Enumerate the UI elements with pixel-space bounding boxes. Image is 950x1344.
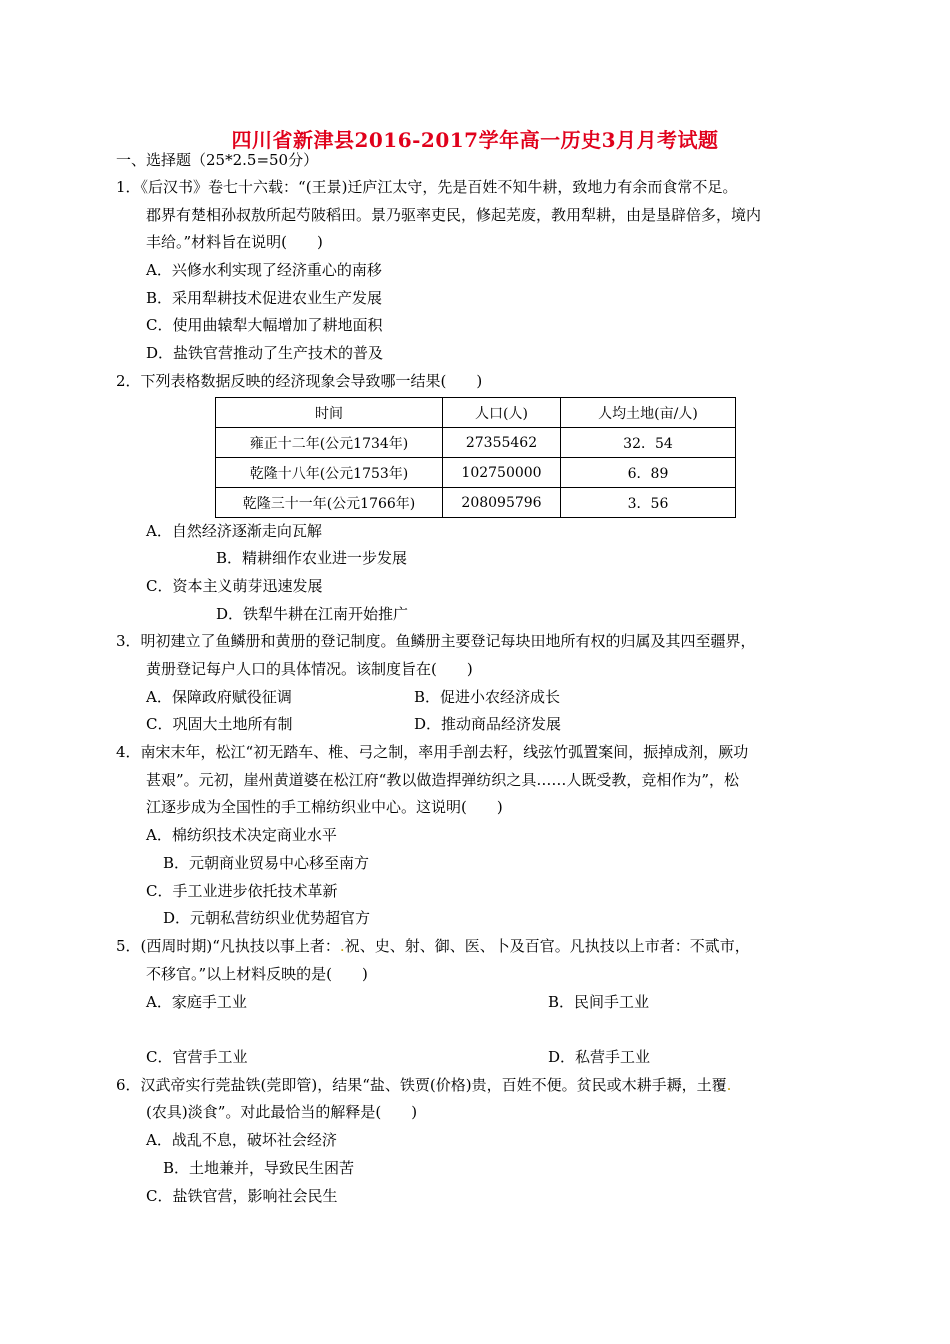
q5-stem-line-1 — [116, 936, 750, 956]
q5-stem-line-2: 不移官。”以上材料反映的是( ) — [146, 965, 368, 983]
q6-option-b: B．土地兼并，导致民生困苦 — [163, 1159, 355, 1177]
q6-option-a: A．战乱不息，破坏社会经济 — [146, 1131, 337, 1149]
q1-stem-line-3: 丰给。”材料旨在说明( ) — [146, 233, 323, 251]
table-header-row — [216, 398, 736, 428]
table-cell: 乾隆三十一年(公元1766年) — [216, 488, 443, 518]
q1-option-b: B．采用犁耕技术促进农业生产发展 — [146, 289, 383, 307]
table-row — [216, 428, 736, 458]
q5-stem-part-2: 祝、史、射、御、医、卜及百官。凡执技以上市者：不贰市， — [344, 937, 750, 955]
table-cell: 27355462 — [443, 428, 561, 458]
mark-dot-icon: . — [726, 1076, 732, 1094]
q1-option-d: D．盐铁官营推动了生产技术的普及 — [146, 344, 384, 362]
q5-option-d: D．私营手工业 — [548, 1048, 651, 1066]
table-cell: 32．54 — [561, 428, 736, 458]
q1-option-a: A．兴修水利实现了经济重心的南移 — [146, 261, 382, 279]
q6-stem-line-1 — [116, 1075, 731, 1095]
q4-option-c: C．手工业进步依托技术革新 — [146, 882, 338, 900]
q2-stem: 2．下列表格数据反映的经济现象会导致哪一结果( ) — [116, 372, 483, 390]
q6-option-c: C．盐铁官营，影响社会民生 — [146, 1187, 338, 1205]
table-cell: 6．89 — [561, 458, 736, 488]
table-row — [216, 458, 736, 488]
q3-option-b: B．促进小农经济成长 — [414, 688, 561, 706]
page-title: 四川省新津县2016-2017学年高一历史3月月考试题 — [231, 128, 719, 152]
q5-stem-part-1: 5．(西周时期)“凡执技以事上者： — [116, 937, 340, 955]
q2-option-d: D．铁犁牛耕在江南开始推广 — [216, 605, 409, 623]
q4-stem-line-3: 江逐步成为全国性的手工棉纺织业中心。这说明( ) — [146, 798, 503, 816]
q3-stem-line-1: 3．明初建立了鱼鳞册和黄册的登记制度。鱼鳞册主要登记每块田地所有权的归属及其四至疆界， — [116, 632, 756, 650]
q4-stem-line-2: 甚艰”。元初，崖州黄道婆在松江府“教以做造捍弹纺织之具……人既受教，竞相作为”，松 — [146, 771, 740, 789]
q2-option-b: B．精耕细作农业进一步发展 — [216, 549, 408, 567]
q2-option-a: A．自然经济逐渐走向瓦解 — [146, 522, 322, 540]
q1-option-c: C．使用曲辕犁大幅增加了耕地面积 — [146, 316, 383, 334]
q4-option-d: D．元朝私营纺织业优势超官方 — [163, 909, 371, 927]
q1-stem-line-1: 1．《后汉书》卷七十六载：“(王景)迁庐江太守，先是百姓不知牛耕，致地力有余而食常不足。 — [116, 178, 738, 196]
table-cell: 208095796 — [443, 488, 561, 518]
q3-option-d: D．推动商品经济发展 — [414, 715, 562, 733]
table-cell: 乾隆十八年(公元1753年) — [216, 458, 443, 488]
q1-stem-line-2: 郡界有楚相孙叔敖所起芍陂稻田。景乃驱率吏民，修起芜废，教用犁耕，由是垦辟倍多，境内 — [146, 206, 762, 224]
table-cell: 102750000 — [443, 458, 561, 488]
q6-stem-part-1: 6．汉武帝实行莞盐铁(莞即管)，结果“盐、铁贾(价格 — [116, 1076, 466, 1094]
q5-option-c: C．官营手工业 — [146, 1048, 248, 1066]
q5-option-b: B．民间手工业 — [548, 993, 650, 1011]
table-cell: 3．56 — [561, 488, 736, 518]
q4-option-b: B．元朝商业贸易中心移至南方 — [163, 854, 370, 872]
q5-option-a: A．家庭手工业 — [146, 993, 247, 1011]
q4-stem-line-1: 4．南宋末年，松江“初无踏车、椎、弓之制，率用手剖去籽，线弦竹弧置案间，振掉成剂，厥功 — [116, 743, 749, 761]
mark-dot-icon: . — [339, 937, 345, 955]
q2-data-table — [215, 397, 736, 518]
table-cell: 雍正十二年(公元1734年) — [216, 428, 443, 458]
section-heading: 一、选择题（25*2.5=50分） — [116, 151, 319, 169]
q6-stem-part-2: )贵，百姓不便。贫民或木耕手耨，土覆 — [465, 1076, 727, 1094]
q3-stem-line-2: 黄册登记每户人口的具体情况。该制度旨在( ) — [146, 660, 473, 678]
table-header-cell: 时间 — [216, 398, 443, 428]
q3-option-c: C．巩固大土地所有制 — [146, 715, 293, 733]
q2-option-c: C．资本主义萌芽迅速发展 — [146, 577, 323, 595]
q4-option-a: A．棉纺织技术决定商业水平 — [146, 826, 337, 844]
table-header-cell: 人均土地(亩/人) — [561, 398, 736, 428]
q3-option-a: A．保障政府赋役征调 — [146, 688, 292, 706]
table-row — [216, 488, 736, 518]
q6-stem-line-2: (农具)淡食”。对此最恰当的解释是( ) — [146, 1103, 418, 1121]
table-header-cell: 人口(人) — [443, 398, 561, 428]
